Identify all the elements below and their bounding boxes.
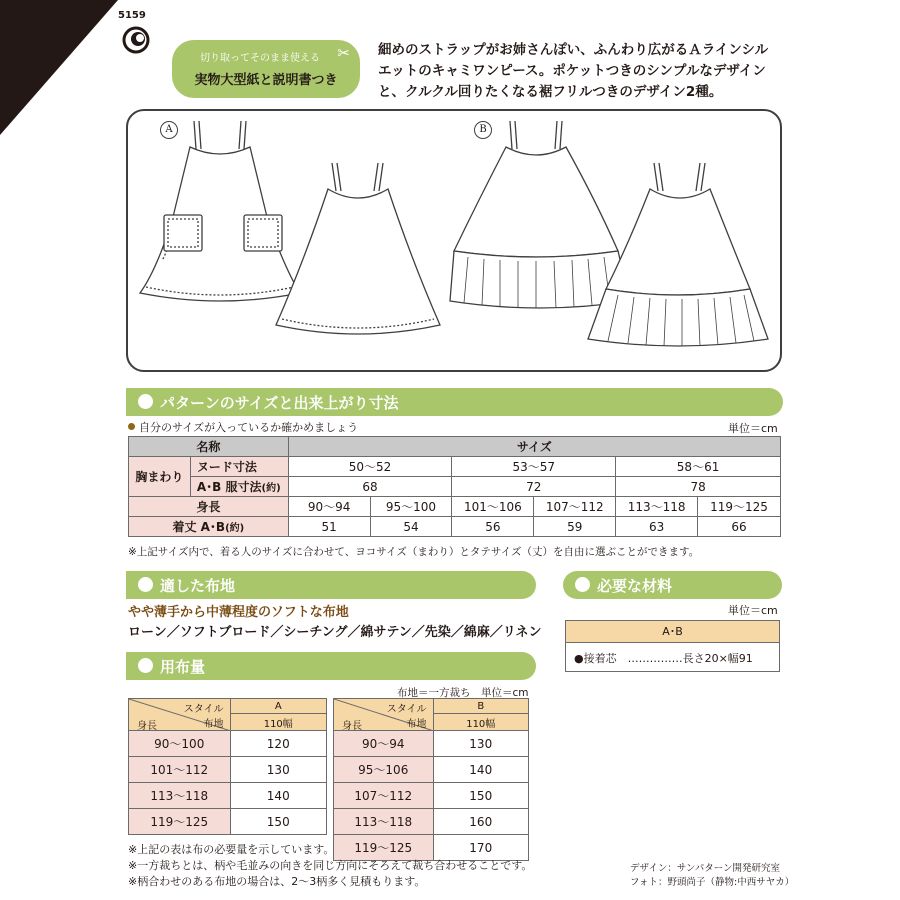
height-cell: 113〜118 [129, 783, 231, 809]
size-footnote: ※上記サイズ内で、着る人のサイズに合わせて、ヨコサイズ（まわり）とタテサイズ（丈）を自由に選ぶことができます。 [128, 546, 700, 558]
table-row [334, 757, 529, 783]
size-check-note: 自分のサイズが入っているか確かめましょう [128, 419, 358, 435]
fabric-section-header [126, 571, 536, 599]
amount-cell: 120 [230, 731, 326, 757]
materials-item: ●接着芯 ……………長さ20×幅91 [574, 652, 753, 665]
cell: 58〜61 [616, 457, 781, 477]
table-row [334, 731, 529, 757]
yardage-table-b [333, 698, 529, 861]
nude-label: ヌード寸法 [190, 457, 288, 477]
height-cell: 113〜118 [334, 809, 434, 835]
tag-subtitle: 切り取ってそのまま使える [200, 53, 320, 64]
cell: 101〜106 [452, 497, 534, 517]
design-illustration-frame [126, 109, 782, 372]
yardage-table-a [128, 698, 327, 835]
brand-logo-icon [122, 26, 150, 54]
materials-section-header [563, 571, 782, 599]
intro-line: エットのキャミワンピース。ポケットつきのシンプルなデザイン [378, 63, 766, 79]
dress-a-front-drawing [276, 163, 440, 334]
amount-cell: 140 [433, 757, 528, 783]
feature-tag [172, 40, 360, 98]
dress-a-back-drawing [140, 121, 300, 301]
amount-cell: 130 [433, 731, 528, 757]
section-title: 適した布地 [160, 577, 236, 595]
yardage-notes [128, 842, 532, 890]
section-dot-icon [138, 394, 153, 409]
cell: 50〜52 [288, 457, 452, 477]
cell: 66 [698, 517, 781, 537]
table-row [129, 457, 781, 477]
fabric-width: 110幅 [433, 714, 528, 731]
height-cell: 119〜125 [129, 809, 231, 835]
table-row [129, 783, 327, 809]
cell: 59 [534, 517, 616, 537]
style-b-label: B [474, 121, 492, 139]
intro-text [378, 40, 773, 103]
table-row [129, 757, 327, 783]
height-cell: 101〜112 [129, 757, 231, 783]
amount-cell: 130 [230, 757, 326, 783]
header-size: サイズ [288, 437, 780, 457]
cell: 68 [288, 477, 452, 497]
amount-cell: 150 [433, 783, 528, 809]
table-row [334, 783, 529, 809]
section-title: 用布量 [160, 658, 206, 676]
table-row [334, 809, 529, 835]
height-cell: 107〜112 [334, 783, 434, 809]
fabric-subtitle: やや薄手から中薄程度のソフトな布地 [128, 605, 349, 620]
cell: 90〜94 [288, 497, 370, 517]
table-row [129, 517, 781, 537]
style-header-label: スタイル [183, 704, 224, 715]
height-cell: 119〜125 [334, 835, 434, 861]
credits [630, 862, 794, 890]
fabric-header-label: 布地 [406, 719, 427, 730]
height-cell: 95〜106 [334, 757, 434, 783]
table-row [129, 437, 781, 457]
cell: 53〜57 [452, 457, 616, 477]
materials-header: A･B [566, 621, 779, 643]
amount-cell: 150 [230, 809, 326, 835]
table-row [129, 731, 327, 757]
cell: 119〜125 [698, 497, 781, 517]
cell: 51 [288, 517, 370, 537]
table-row [129, 477, 781, 497]
amount-cell: 170 [433, 835, 528, 861]
cell: 107〜112 [534, 497, 616, 517]
cell: 72 [452, 477, 616, 497]
bullet-icon [128, 423, 135, 430]
photo-credit: フォト：野頭尚子（静物:中西サヤカ） [630, 877, 795, 888]
size-section-header [126, 388, 783, 416]
style-value: A [230, 699, 326, 714]
height-cell: 90〜94 [334, 731, 434, 757]
style-header-label: スタイル [386, 704, 427, 715]
size-unit: 単位＝cm [728, 422, 778, 435]
amount-cell: 160 [433, 809, 528, 835]
cell: 63 [616, 517, 698, 537]
dress-drawings [128, 111, 780, 370]
length-label: 着丈 A･B(約) [129, 517, 289, 537]
tag-title: 実物大型紙と説明書つき [194, 73, 338, 88]
materials-unit: 単位＝cm [728, 604, 778, 617]
section-dot-icon [138, 658, 153, 673]
corner-triangle [0, 0, 118, 135]
fabric-width: 110幅 [230, 714, 326, 731]
cell: 54 [370, 517, 452, 537]
table-row [129, 809, 327, 835]
header-name: 名称 [129, 437, 289, 457]
diagonal-header-cell [334, 699, 434, 731]
materials-table [565, 620, 780, 672]
intro-line: と、クルクル回りたくなる裾フリルつきのデザイン2種。 [378, 84, 723, 100]
style-value: B [433, 699, 528, 714]
section-title: パターンのサイズと出来上がり寸法 [160, 394, 399, 412]
section-dot-icon [138, 577, 153, 592]
note-line: ※柄合わせのある布地の場合は、2〜3柄多く見積もります。 [128, 875, 426, 888]
style-a-label: A [160, 121, 178, 139]
table-row [334, 699, 529, 714]
dress-b-back-drawing [450, 121, 630, 308]
amount-cell: 140 [230, 783, 326, 809]
garment-label: A･B 服寸法(約) [190, 477, 288, 497]
note-line: ※一方裁ちとは、柄や毛並みの向きを同じ方向にそろえて裁ち合わせることです。 [128, 859, 533, 872]
cell: 113〜118 [616, 497, 698, 517]
chest-label: 胸まわり [129, 457, 191, 497]
size-table [128, 436, 781, 537]
height-header-label: 身長 [137, 721, 157, 732]
fabric-list: ローン／ソフトブロード／シーチング／綿サテン／先染／綿麻／リネン [128, 625, 542, 640]
note-line: ※上記の表は布の必要量を示しています。 [128, 843, 335, 856]
yardage-legend: 布地＝一方裁ち 単位＝cm [397, 687, 529, 699]
table-row [129, 497, 781, 517]
section-title: 必要な材料 [597, 577, 673, 595]
cell: 78 [616, 477, 781, 497]
height-label: 身長 [129, 497, 289, 517]
scissors-icon: ✂ [337, 44, 350, 62]
fabric-header-label: 布地 [203, 719, 224, 730]
yardage-section-header [126, 652, 536, 680]
cell: 95〜100 [370, 497, 452, 517]
intro-line: 細めのストラップがお姉さんぽい、ふんわり広がるＡラインシル [378, 42, 769, 58]
height-header-label: 身長 [342, 721, 362, 732]
diagonal-header-cell [129, 699, 231, 731]
height-cell: 90〜100 [129, 731, 231, 757]
section-dot-icon [575, 577, 590, 592]
pattern-code: 5159 [118, 10, 146, 21]
design-credit: デザイン：サンパターン開発研究室 [630, 863, 781, 874]
table-row [129, 699, 327, 714]
cell: 56 [452, 517, 534, 537]
